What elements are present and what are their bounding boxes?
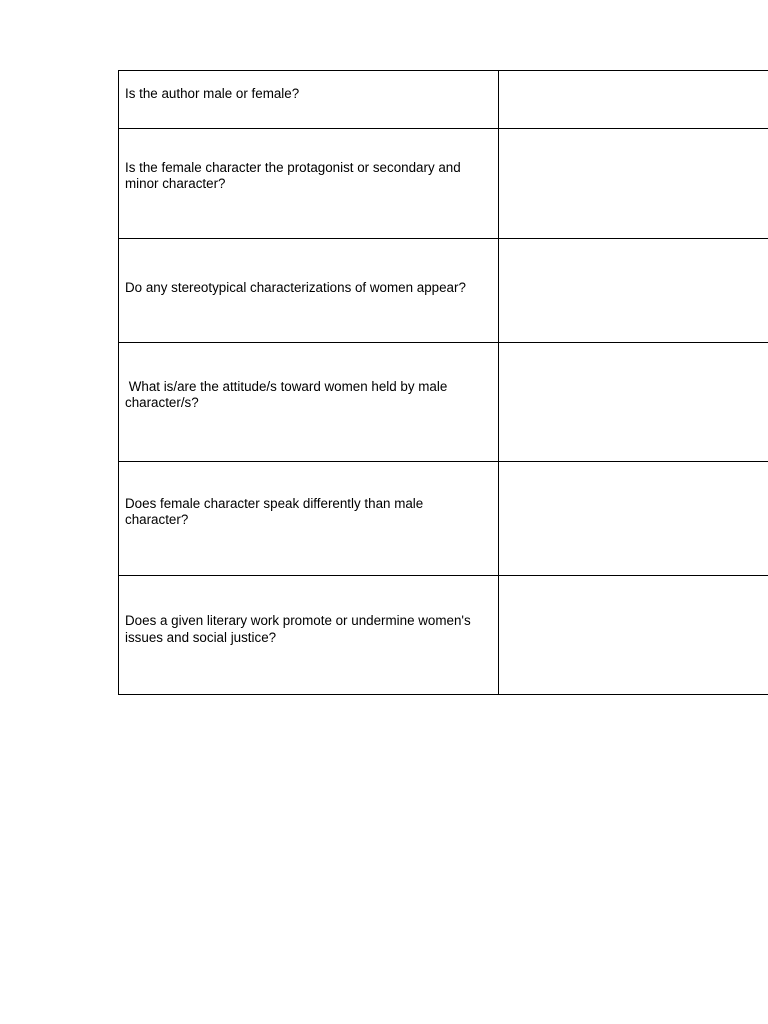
answer-cell	[499, 129, 768, 239]
table-row	[119, 343, 768, 462]
answer-cell	[499, 71, 768, 129]
table-row	[119, 462, 768, 576]
answer-cell	[499, 343, 768, 462]
table-row	[119, 576, 768, 695]
question-text: Is the author male or female?	[125, 85, 300, 101]
question-text: What is/are the attitude/s toward women held by male character/s?	[125, 378, 452, 410]
question-cell	[119, 239, 499, 343]
question-cell	[119, 576, 499, 695]
answer-cell	[499, 462, 768, 576]
table-row	[119, 71, 768, 129]
question-cell	[119, 129, 499, 239]
question-table	[118, 70, 768, 695]
question-text: Do any stereotypical characterizations of women appear?	[125, 280, 466, 296]
question-text: Does female character speak differently than male character?	[125, 495, 427, 527]
question-cell	[119, 462, 499, 576]
question-text: Is the female character the protagonist or secondary and minor character?	[125, 159, 465, 191]
table-row	[119, 239, 768, 343]
table-row	[119, 129, 768, 239]
answer-cell	[499, 576, 768, 695]
question-text: Does a given literary work promote or undermine women's issues and social justice?	[125, 613, 475, 645]
question-cell	[119, 343, 499, 462]
question-cell	[119, 71, 499, 129]
answer-cell	[499, 239, 768, 343]
